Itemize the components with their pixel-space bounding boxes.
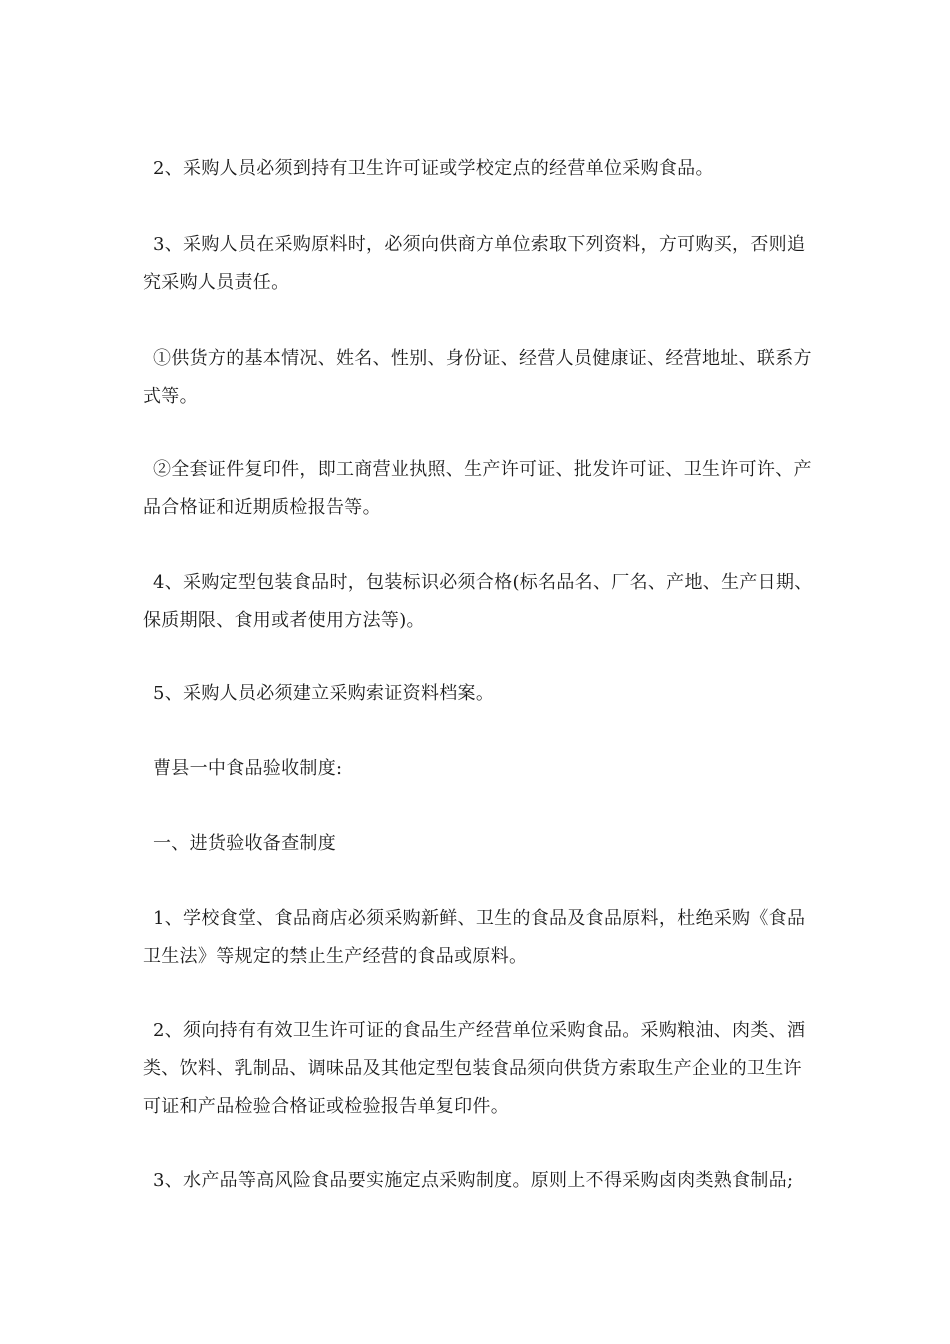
paragraph-licensed-producers: 2、须向持有有效卫生许可证的食品生产经营单位采购食品。采购粮油、肉类、酒类、饮料、乳制品、调味品及其他定型包装食品须向供货方索取生产企业的卫生许可证和产品检验合格证或检验报告单复印件。 xyxy=(143,1020,806,1117)
paragraph-certificate-copies: ②全套证件复印件，即工商营业执照、生产许可证、批发许可证、卫生许可许、产品合格证和近期质检报告等。 xyxy=(143,459,812,518)
paragraph-supplier-basic-info: ①供货方的基本情况、姓名、性别、身份证、经营人员健康证、经营地址、联系方式等。 xyxy=(143,348,812,407)
paragraph-request-documents: 3、采购人员在采购原料时，必须向供商方单位索取下列资料，方可购买，否则追究采购人员责任。 xyxy=(143,234,806,293)
paragraph-high-risk-food: 3、水产品等高风险食品要实施定点采购制度。原则上不得采购卤肉类熟食制品; xyxy=(153,1170,794,1191)
paragraph-purchase-licensed-units: 2、采购人员必须到持有卫生许可证或学校定点的经营单位采购食品。 xyxy=(153,158,714,179)
subsection-heading-inspection-records: 一、进货验收备查制度 xyxy=(153,833,336,854)
paragraph-fresh-hygienic-food: 1、学校食堂、食品商店必须采购新鲜、卫生的食品及食品原料，杜绝采购《食品卫生法》等规定的禁止生产经营的食品或原料。 xyxy=(143,908,806,967)
paragraph-purchase-archive: 5、采购人员必须建立采购索证资料档案。 xyxy=(153,683,495,704)
paragraph-packaged-food-labels: 4、采购定型包装食品时，包装标识必须合格(标名品名、厂名、产地、生产日期、保质期限、食用或者使用方法等)。 xyxy=(143,572,813,631)
section-heading-food-acceptance: 曹县一中食品验收制度: xyxy=(153,758,343,779)
